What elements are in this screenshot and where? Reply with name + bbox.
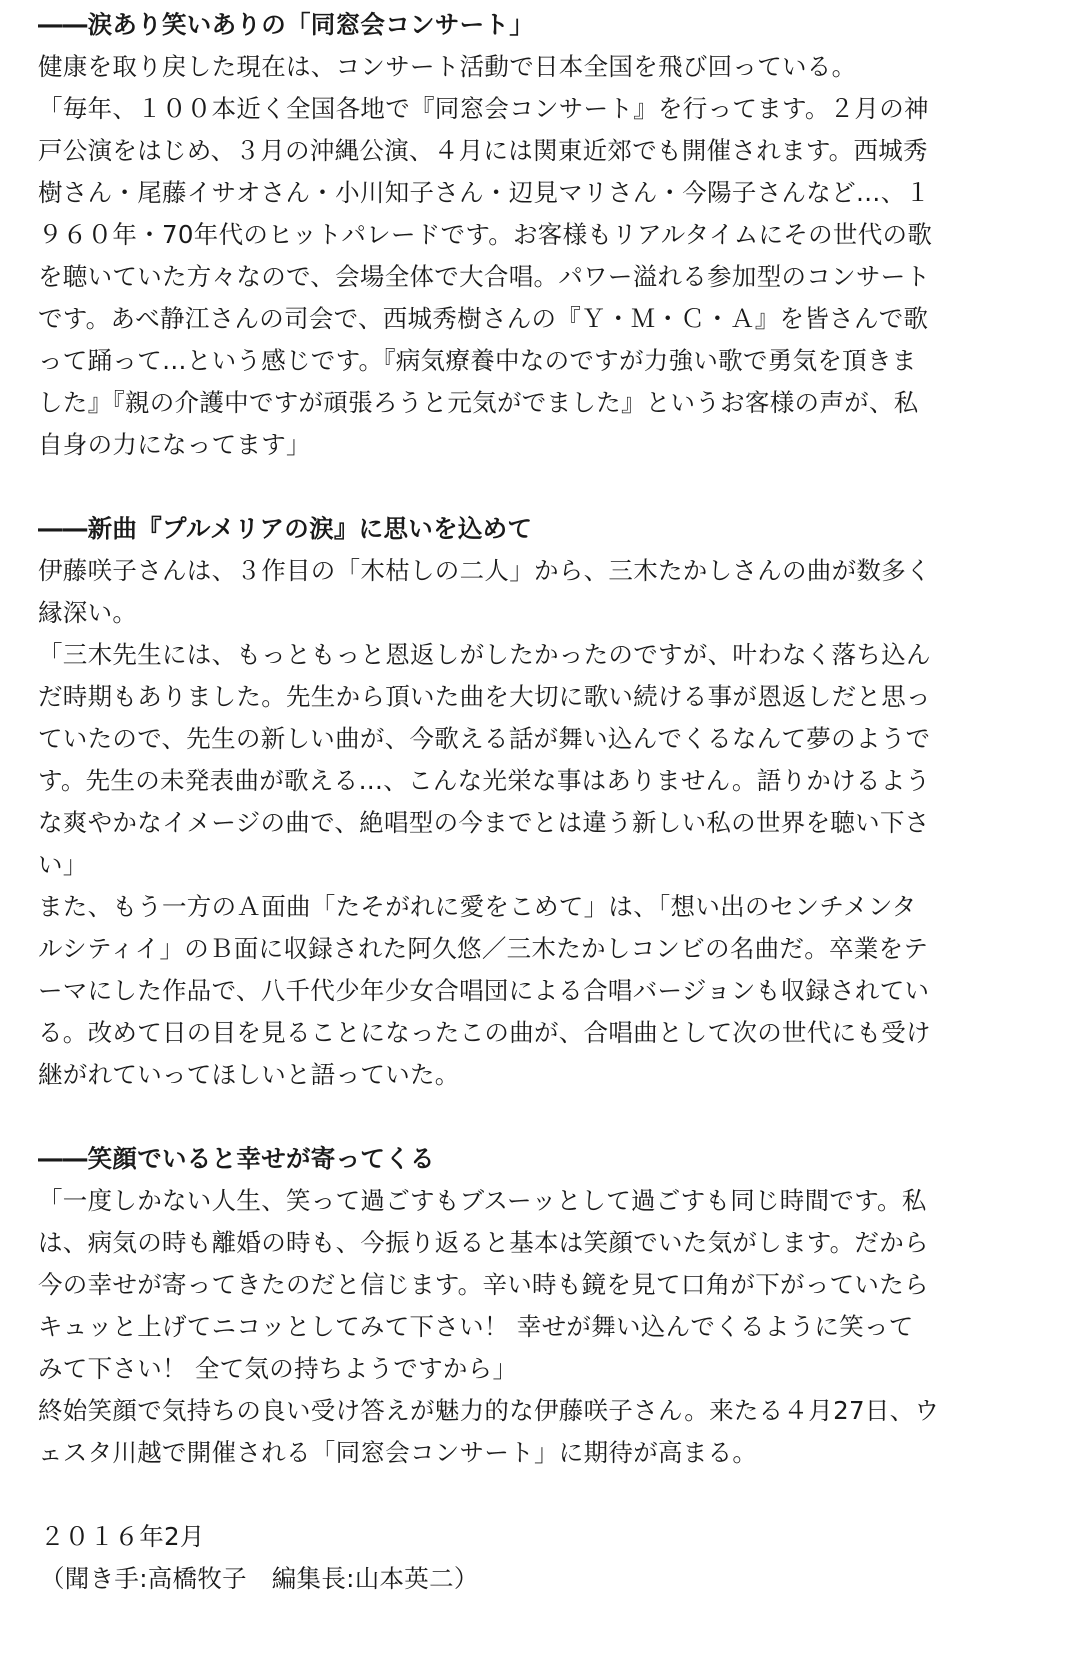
- paragraph-line: を聴いていた方々なので、会場全体で大合唱。パワー溢れる参加型のコンサート: [38, 262, 931, 291]
- paragraph-line: 終始笑顔で気持ちの良い受け答えが魅力的な伊藤咲子さん。来たる４月27日、ウ: [38, 1396, 940, 1425]
- paragraph-line: です。あべ静江さんの司会で、西城秀樹さんの『Ｙ・Ｍ・Ｃ・Ａ』を皆さんで歌: [38, 304, 929, 333]
- paragraph-line: ９６０年・70年代のヒットパレードです。お客様もリアルタイムにその世代の歌: [38, 220, 933, 249]
- section-spacer: [38, 1474, 1038, 1516]
- paragraph-line: って踊って…という感じです。『病気療養中なのですが力強い歌で勇気を頂きま: [38, 346, 917, 375]
- article-credits: （聞き手:高橋牧子 編集長:山本英二）: [40, 1564, 479, 1593]
- paragraph-line: だ時期もありました。先生から頂いた曲を大切に歌い続ける事が恩返しだと思っ: [38, 682, 931, 711]
- paragraph-line: ェスタ川越で開催される「同窓会コンサート」に期待が高まる。: [38, 1438, 758, 1467]
- section-heading-3: ――笑顔でいると幸せが寄ってくる: [38, 1144, 435, 1173]
- paragraph-line: い」: [38, 850, 88, 879]
- section-heading-2: ――新曲『プルメリアの涙』に思いを込めて: [38, 514, 533, 543]
- paragraph-line: な爽やかなイメージの曲で、絶唱型の今までとは違う新しい私の世界を聴い下さ: [38, 808, 930, 837]
- paragraph-line: 健康を取り戻した現在は、コンサート活動で日本全国を飛び回っている。: [38, 52, 857, 81]
- paragraph-line: 縁深い。: [38, 598, 138, 627]
- paragraph-line: ルシティイ」のＢ面に収録された阿久悠／三木たかしコンビの名曲だ。卒業をテ: [38, 934, 929, 963]
- paragraph-line: みて下さい！ 全て気の持ちようですから」: [38, 1354, 518, 1383]
- paragraph-line: 自身の力になってます」: [38, 430, 311, 459]
- paragraph-line: 「一度しかない人生、笑って過ごすもブスーッとして過ごすも同じ時間です。私: [38, 1186, 927, 1215]
- paragraph-line: す。先生の未発表曲が歌える…、こんな光栄な事はありません。語りかけるよう: [38, 766, 931, 795]
- paragraph-line: る。改めて日の目を見ることになったこの曲が、合唱曲として次の世代にも受け: [38, 1018, 931, 1047]
- section-heading-1: ――涙あり笑いありの「同窓会コンサート」: [38, 10, 534, 39]
- paragraph-line: 「三木先生には、もっともっと恩返しがしたかったのですが、叶わなく落ち込ん: [38, 640, 931, 669]
- paragraph-line: 樹さん・尾藤イサオさん・小川知子さん・辺見マリさん・今陽子さんなど…、１: [38, 178, 931, 207]
- paragraph-line: は、病気の時も離婚の時も、今振り返ると基本は笑顔でいた気がします。だから: [38, 1228, 929, 1257]
- paragraph-line: 「毎年、１００本近く全国各地で『同窓会コンサート』を行ってます。２月の神: [38, 94, 929, 123]
- paragraph-line: 伊藤咲子さんは、３作目の「木枯しの二人」から、三木たかしさんの曲が数多く: [38, 556, 931, 585]
- paragraph-line: キュッと上げてニコッとしてみて下さい！ 幸せが舞い込んでくるように笑って: [38, 1312, 914, 1341]
- paragraph-line: 今の幸せが寄ってきたのだと信じます。辛い時も鏡を見て口角が下がっていたら: [38, 1270, 929, 1299]
- paragraph-line: した』『親の介護中ですが頑張ろうと元気がでました』というお客様の声が、私: [38, 388, 919, 417]
- paragraph-line: ていたので、先生の新しい曲が、今歌える話が舞い込んでくるなんて夢のようで: [38, 724, 931, 753]
- paragraph-line: ーマにした作品で、八千代少年少女合唱団による合唱バージョンも収録されてい: [38, 976, 930, 1005]
- paragraph-line: 戸公演をはじめ、３月の沖縄公演、４月には関東近郊でも開催されます。西城秀: [38, 136, 928, 165]
- article-date: ２０１６年2月: [40, 1522, 205, 1551]
- section-spacer: [38, 466, 1038, 508]
- paragraph-line: また、もう一方のＡ面曲「たそがれに愛をこめて」は、「想い出のセンチメンタ: [38, 892, 917, 921]
- article: [38, 4, 1038, 1600]
- section-spacer: [38, 1096, 1038, 1138]
- paragraph-line: 継がれていってほしいと語っていた。: [38, 1060, 460, 1089]
